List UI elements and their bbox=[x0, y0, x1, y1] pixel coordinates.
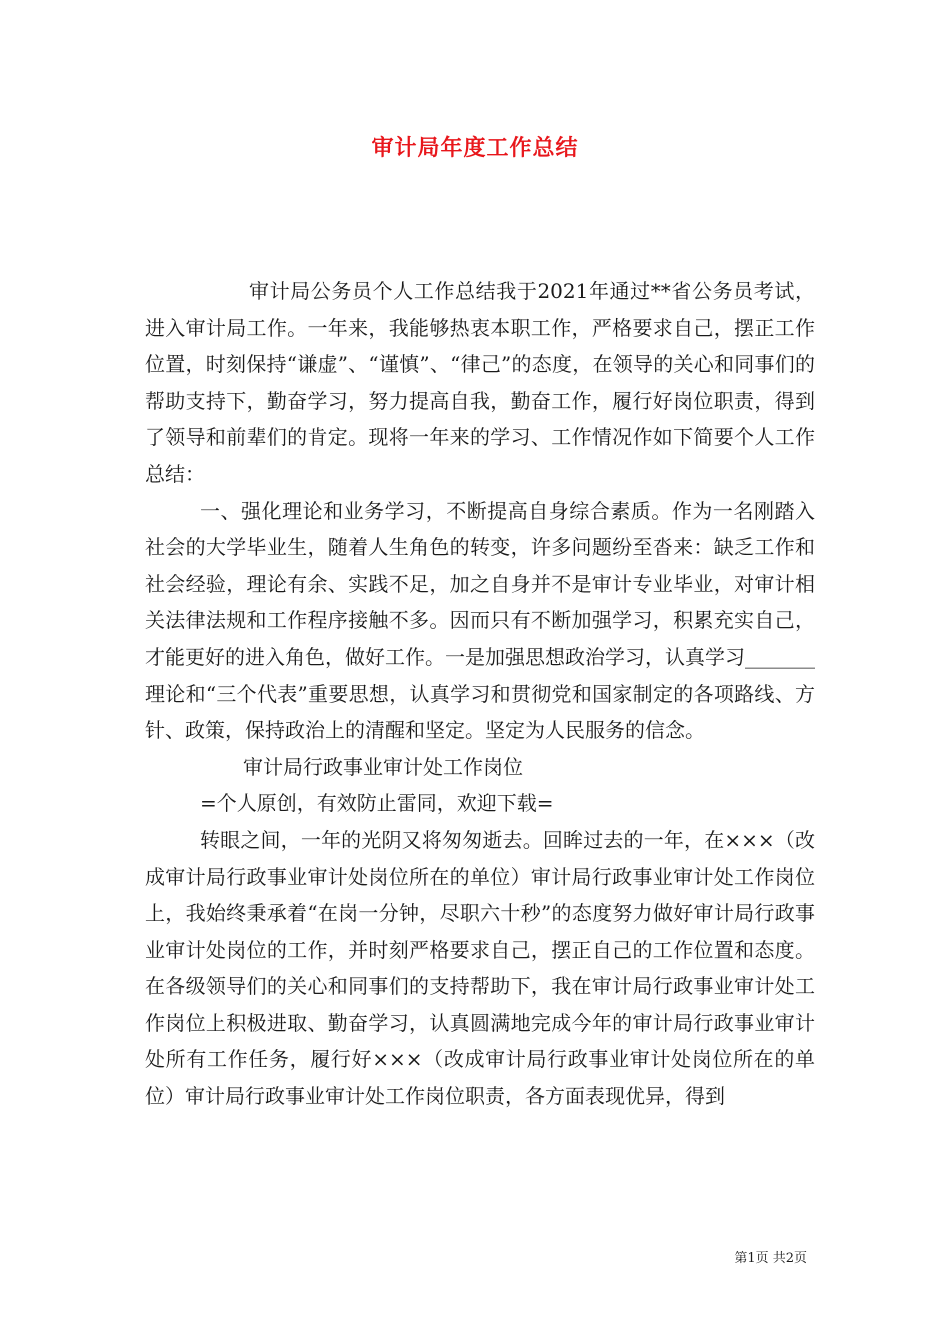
document-body bbox=[145, 273, 815, 1115]
document-title: 审计局年度工作总结 bbox=[371, 135, 579, 161]
paragraph-intro: 审计局公务员个人工作总结我于2021年通过**省公务员考试，进入审计局工作。一年来，我能够热衷本职工作，严格要求自己，摆正工作位置，时刻保持“谦虚”、“谨慎”、“律己”的态度，在领导的关心和同事们的帮助支持下，勤奋学习，努力提高自我，勤奋工作，履行好岗位职责，得到了领导和前辈们的肯定。现将一年来的学习、工作情况作如下简要个人工作总结： bbox=[145, 279, 815, 486]
page-number: 第1页 共2页 bbox=[734, 1251, 807, 1266]
paragraph-review: 转眼之间，一年的光阴又将匆匆逝去。回眸过去的一年，在×××（改成审计局行政事业审计处岗位所在的单位）审计局行政事业审计处工作岗位上，我始终秉承着“在岗一分钟，尽职六十秒”的态度努力做好审计局行政事业审计处岗位的工作，并时刻严格要求自己，摆正自己的工作位置和态度。在各级领导们的关心和同事们的支持帮助下，我在审计局行政事业审计处工作岗位上积极进取、勤奋学习，认真圆满地完成今年的审计局行政事业审计处所有工作任务，履行好×××（改成审计局行政事业审计处岗位所在的单位）审计局行政事业审计处工作岗位职责，各方面表现优异，得到 bbox=[145, 827, 815, 1109]
section-subheading: 审计局行政事业审计处工作岗位 bbox=[243, 754, 523, 779]
paragraph-study: 一、强化理论和业务学习，不断提高自身综合素质。作为一名刚踏入社会的大学毕业生，随着人生角色的转变，许多问题纷至沓来：缺乏工作和社会经验，理论有余、实践不足，加之自身并不是审计专业毕业，对审计相关法律法规和工作程序接触不多。因而只有不断加强学习，积累充实自己，才能更好的进入角色，做好工作。一是加强思想政治学习，认真学习_______理论和“三个代表”重要思想，认真学习和贯彻党和国家制定的各项路线、方针、政策，保持政治上的清醒和坚定。坚定为人民服务的信念。 bbox=[145, 498, 815, 743]
original-notice: =个人原创，有效防止雷同，欢迎下载= bbox=[200, 791, 554, 816]
